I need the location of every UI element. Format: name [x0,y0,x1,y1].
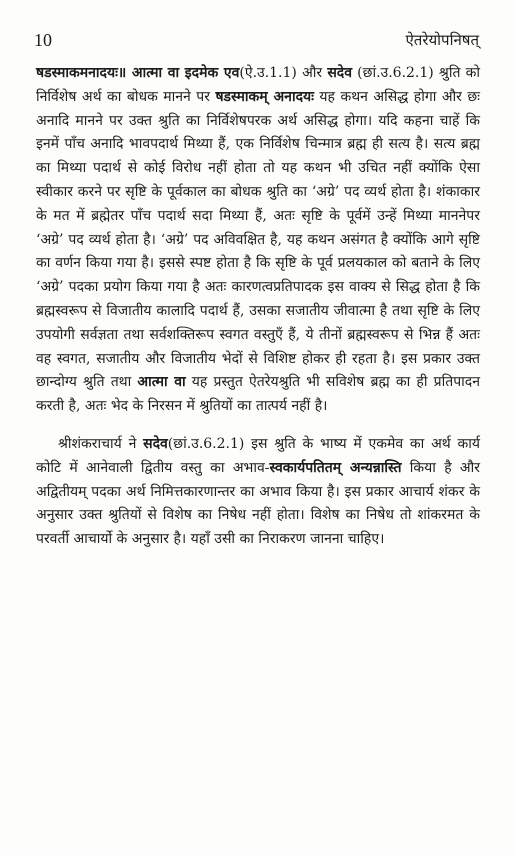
body-text [36,62,480,552]
text-segment: (छां.उ.6.2.1) श्रुति को निर्विशेष अर्थ का बोधक मानने पर [36,65,481,105]
text-segment: षडस्माकमनादयः॥ आत्मा वा इदमेक एव [36,65,240,81]
paragraph [36,433,480,552]
text-segment: सदेव [143,435,168,452]
text-segment: षडस्माकम् अनादयः [215,88,314,105]
text-segment: (छां.उ.6.2.1) इस श्रुति के भाष्य में एकमेव का अर्थ कार्य कोटि में आनेवाली द्वितीय वस्तु का अभाव- [36,435,480,476]
text-segment: आत्मा वा [137,374,186,391]
running-title: ऐतरेयोपनिषत् [405,31,479,49]
text-segment: स्वकार्यपतितम् अन्यन्नास्ति [269,459,402,476]
text-segment: सदेव [327,65,352,81]
text-segment: श्रीशंकराचार्य ने [58,435,144,452]
page-header [34,30,479,52]
text-segment: किया है और अद्वितीयम् पदका अर्थ निमित्तकारणान्तर का अभाव किया है। इस प्रकार आचार्य शंकर के अनुसार उक्त श्रुतियों से विशेष का निषेध नहीं होता। विशेष का निषेध तो शांकरमत के परवर्ती आचार्यो के अनुसार है। यहाँ उसी का निराकरण जानना चाहिए। [36,459,480,548]
text-segment: यह कथन असिद्ध होगा और छः अनादि मानने पर उक्त श्रुति का निर्विशेषपरक अर्थ असिद्ध होगा। यदि कहना चाहें कि इनमें पाँच अनादि भावपदार्थ मिथ्या हैं, एक निर्विशेष चिन्मात्र ब्रह्म ही सत्य है। सत्य ब्रह्म का मिथ्या पदार्थ से कोई विरोध नहीं होता तो यह कथन भी उचित नहीं क्योंकि ऐसा स्वीकार करने पर सृष्टि के पूर्वकाल का बोधक श्रुति का ‘अग्रे’ पद व्यर्थ होता है। शंकाकार के मत में ब्रह्मेतर पाँच पदार्थ सदा मिथ्या हैं, अतः सृष्टि के पूर्वमें उन्हें मिथ्या माननेपर ‘अग्रे’ पद व्यर्थ होता है। ‘अग्रे’ पद अविवक्षित है, यह कथन असंगत है क्योंकि आगे सृष्टि का वर्णन किया गया है। इससे स्पष्ट होता है कि सृष्टि के पूर्व प्रलयकाल को बताने के लिए ‘अग्रे’ पदका प्रयोग किया गया है अतः कारणत्वप्रतिपादक इस वाक्य से सिद्ध होता है कि ब्रह्मस्वरूप से विजातीय कालादि पदार्थ हैं, उसका सजातीय जीवात्मा है तथा सृष्टि के लिए उपयोगी सर्वज्ञता तथा सर्वशक्तिरूप स्वगत वस्तुएँ हैं, ये तीनों ब्रह्मस्वरूप से भिन्न हैं अतः वह स्वगत, सजातीय और विजातीय भेदों से विशिष्ट होकर ही रहता है। इस प्रकार उक्त छान्दोग्य श्रुति तथा [36,88,480,391]
text-segment: यह प्रस्तुत ऐतरेयश्रुति भी सविशेष ब्रह्म का ही प्रतिपादन करती है, अतः भेद के निरसन में श्रुतियों का तात्पर्य नहीं है। [36,374,480,415]
paragraph [36,62,480,419]
page-number: 10 [34,30,52,50]
text-segment: (ऐ.उ.1.1) और [239,65,328,81]
